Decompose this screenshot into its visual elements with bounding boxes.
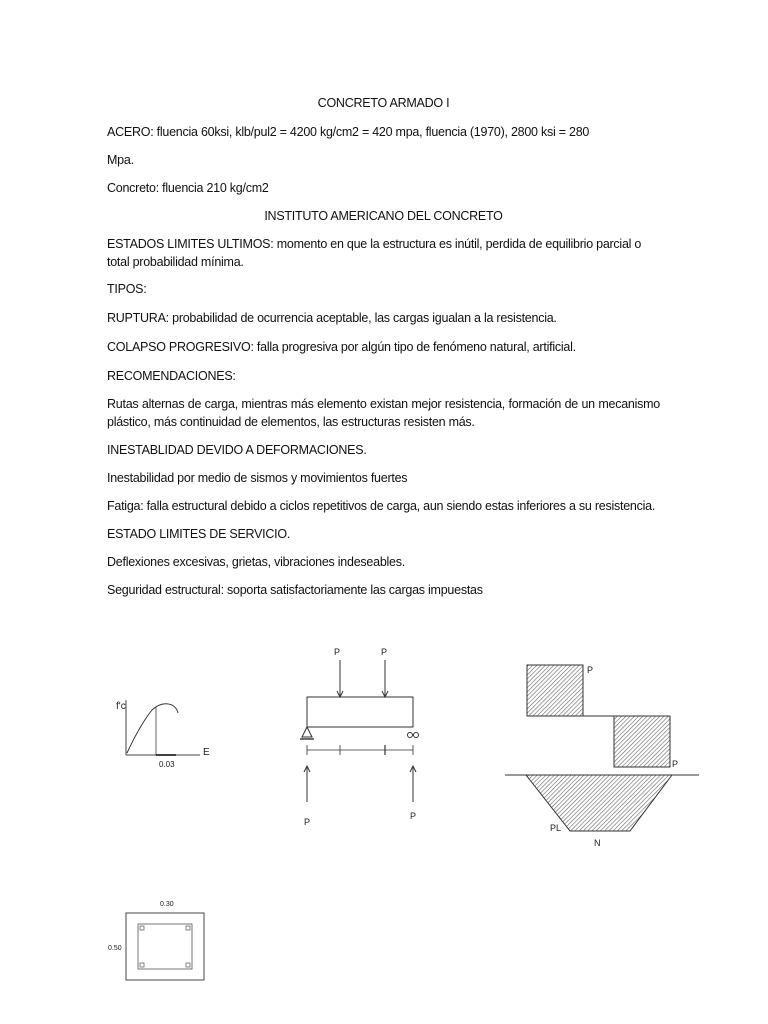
seguridad-paragraph: Seguridad estructural: soporta satisfactoriamente las cargas impuestas (107, 583, 483, 597)
colapso-paragraph: COLAPSO PROGRESIVO: falla progresiva por algún tipo de fenómeno natural, artificial. (107, 340, 576, 354)
deflexiones-paragraph: Deflexiones excesivas, grietas, vibraciones indeseables. (107, 555, 405, 569)
load-label-left: P (334, 647, 341, 657)
hatched-trapezoid (526, 775, 672, 831)
fatiga-paragraph: Fatiga: falla estructural debido a ciclos repetitivos de carga, aun siendo estas inferiores a su resistencia. (107, 499, 656, 513)
section-height-label: 0.50 (108, 945, 122, 952)
beam-figure (290, 640, 440, 840)
roller-support-left (408, 733, 413, 738)
tipos-heading: TIPOS: (107, 282, 147, 296)
moment-label: PL (550, 823, 562, 833)
document-title: CONCRETO ARMADO I (317, 96, 450, 110)
reaction-label-right: P (410, 811, 417, 821)
rebar-bottom-left (140, 963, 144, 967)
beam-body (307, 697, 413, 727)
strain-axis-label: E (203, 747, 210, 758)
inestabilidad-heading: INESTABLIDAD DEVIDO A DEFORMACIONES. (107, 443, 367, 457)
hatched-block-upper (527, 665, 583, 716)
instituto-heading: INSTITUTO AMERICANO DEL CONCRETO (264, 209, 503, 223)
section-figure (106, 897, 216, 987)
rebar-bottom-right (186, 963, 190, 967)
load-label-right: P (381, 647, 388, 657)
concreto-line: Concreto: fluencia 210 kg/cm2 (107, 181, 269, 195)
strain-tick-label: 0.03 (159, 760, 175, 769)
document-body (107, 94, 660, 599)
rebar-top-right (186, 926, 190, 930)
estados-ultimos-paragraph: ESTADOS LIMITES ULTIMOS: momento en que la estructura es inútil, perdida de equilibrio parcial o total probabilidad mínima. (107, 237, 642, 269)
block-load-label-upper: P (587, 665, 594, 675)
ruptura-paragraph: RUPTURA: probabilidad de ocurrencia aceptable, las cargas igualan a la resistencia. (107, 311, 557, 325)
reaction-label-left: P (304, 817, 311, 827)
stress-axis-label: f'c (116, 701, 126, 712)
axial-label: N (594, 838, 601, 848)
inestabilidad-paragraph: Inestabilidad por medio de sismos y movimientos fuertes (107, 471, 408, 485)
pin-support (302, 727, 312, 737)
acero-continuation: Mpa. (107, 153, 134, 167)
recomendaciones-heading: RECOMENDACIONES: (107, 369, 236, 383)
rebar-top-left (140, 926, 144, 930)
stress-strain-figure (110, 695, 220, 775)
estado-servicio-heading: ESTADO LIMITES DE SERVICIO. (107, 527, 291, 541)
roller-support-right (414, 733, 419, 738)
acero-line: ACERO: fluencia 60ksi, klb/pul2 = 4200 kg/cm2 = 420 mpa, fluencia (1970), 2800 ksi = 280 (107, 125, 590, 139)
hatched-block-lower (614, 716, 670, 767)
rutas-paragraph: Rutas alternas de carga, mientras más elemento existan mejor resistencia, formación de un mecanismo plástico, más continuidad de elementos, las estructuras resisten más. (107, 397, 660, 429)
stirrup-outline (138, 924, 192, 969)
section-width-label: 0.30 (160, 901, 174, 908)
stress-strain-curve (127, 704, 178, 753)
block-load-label-lower: P (672, 759, 679, 769)
force-diagram-figure (500, 655, 705, 850)
